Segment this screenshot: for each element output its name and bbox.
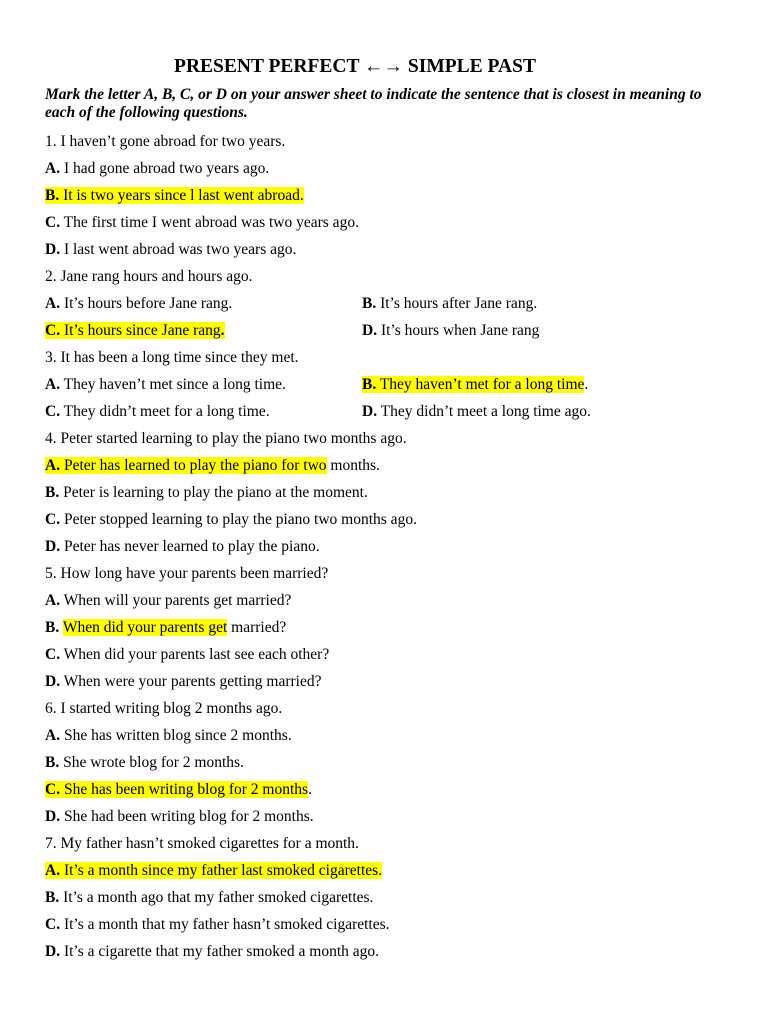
option-letter: B.: [362, 376, 377, 393]
option-text: I last went abroad was two years ago.: [60, 241, 297, 258]
option-line: [45, 209, 725, 236]
option-line: [45, 236, 725, 263]
option-letter: C.: [45, 214, 61, 231]
option-line: [45, 533, 725, 560]
option-line: [45, 479, 725, 506]
highlighted-period: .: [220, 322, 225, 339]
option-letter: A.: [45, 862, 61, 879]
option-text: Peter has never learned to play the piano.: [60, 538, 320, 555]
option-line: [45, 776, 725, 803]
option-letter: C.: [45, 322, 61, 339]
option-letter: B.: [45, 889, 60, 906]
option-text: Peter is learning to play the piano at the moment.: [59, 484, 368, 501]
option-text: It’s a month ago that my father smoked cigarettes.: [59, 889, 374, 906]
option-letter: B.: [45, 187, 60, 204]
option-line: [45, 155, 725, 182]
highlighted-answer: It’s a month since my father last smoked cigarettes.: [60, 862, 383, 879]
question-stem: 2. Jane rang hours and hours ago.: [45, 268, 253, 285]
option-text: When will your parents get married?: [60, 592, 292, 609]
option-line: [45, 614, 725, 641]
option-column-2: [362, 317, 539, 344]
page-title: PRESENT PERFECT ←→ SIMPLE PAST: [174, 56, 536, 77]
option-letter: C.: [45, 916, 61, 933]
instructions: Mark the letter A, B, C, or D on your answer sheet to indicate the sentence that is closest in meaning to each of the following questions.: [45, 86, 702, 121]
option-letter: C.: [45, 511, 61, 528]
option-letter: A.: [45, 727, 61, 744]
option-text: It’s a month that my father hasn’t smoked cigarettes.: [60, 916, 390, 933]
option-letter: D.: [362, 403, 378, 420]
option-line: [45, 290, 725, 317]
question-stem: 6. I started writing blog 2 months ago.: [45, 700, 283, 717]
question-stem: 4. Peter started learning to play the piano two months ago.: [45, 430, 407, 447]
option-text: .: [308, 781, 312, 798]
question-stem: 3. It has been a long time since they met.: [45, 349, 299, 366]
option-letter: B.: [45, 619, 60, 636]
option-letter: A.: [45, 592, 61, 609]
option-text: It’s a cigarette that my father smoked a month ago.: [60, 943, 380, 960]
option-text: It’s hours before Jane rang.: [60, 295, 233, 312]
option-letter: C.: [45, 403, 61, 420]
option-letter: D.: [362, 322, 378, 339]
option-letter: A.: [45, 457, 61, 474]
highlighted-answer: They haven’t met for a long time: [376, 376, 585, 393]
highlighted-answer: It’s hours since Jane rang: [60, 322, 221, 339]
option-line: [45, 371, 725, 398]
highlighted-answer: When did your parents get: [62, 619, 228, 636]
option-column-2: [362, 371, 588, 398]
option-column-2: [362, 398, 591, 425]
option-letter: A.: [45, 376, 61, 393]
option-line: [45, 884, 725, 911]
option-line: [45, 911, 725, 938]
option-letter: D.: [45, 538, 61, 555]
option-line: [45, 398, 725, 425]
option-line: [45, 317, 725, 344]
option-letter: A.: [45, 295, 61, 312]
option-text: It’s hours when Jane rang: [377, 322, 540, 339]
option-text: They haven’t met since a long time.: [60, 376, 286, 393]
option-line: [45, 938, 725, 965]
option-letter: A.: [45, 160, 61, 177]
option-text: months.: [326, 457, 380, 474]
option-line: [45, 452, 725, 479]
option-text: The first time I went abroad was two years ago.: [60, 214, 359, 231]
highlighted-answer: It is two years since l last went abroad.: [59, 187, 304, 204]
option-line: [45, 641, 725, 668]
worksheet: [45, 54, 725, 965]
option-text: When did your parents last see each other?: [60, 646, 330, 663]
option-letter: D.: [45, 808, 61, 825]
option-line: [45, 182, 725, 209]
option-column-2: [362, 290, 537, 317]
option-text: They didn’t meet for a long time.: [60, 403, 270, 420]
option-letter: D.: [45, 241, 61, 258]
option-letter: D.: [45, 943, 61, 960]
question-stem: 5. How long have your parents been married?: [45, 565, 329, 582]
option-text: She has written blog since 2 months.: [60, 727, 292, 744]
option-letter: B.: [362, 295, 377, 312]
option-line: [45, 506, 725, 533]
option-letter: C.: [45, 646, 61, 663]
option-text: When were your parents getting married?: [60, 673, 322, 690]
option-text: They didn’t meet a long time ago.: [377, 403, 591, 420]
option-text: .: [584, 376, 589, 393]
option-text: She had been writing blog for 2 months.: [60, 808, 314, 825]
option-text: I had gone abroad two years ago.: [60, 160, 270, 177]
option-text: It’s hours after Jane rang.: [376, 295, 538, 312]
option-letter: B.: [45, 484, 60, 501]
highlighted-answer: She has been writing blog for 2 months: [60, 781, 309, 798]
option-line: [45, 587, 725, 614]
question-stem: 1. I haven’t gone abroad for two years.: [45, 133, 286, 150]
option-text: She wrote blog for 2 months.: [59, 754, 244, 771]
option-line: [45, 749, 725, 776]
option-letter: D.: [45, 673, 61, 690]
question-stem: 7. My father hasn’t smoked cigarettes for a month.: [45, 835, 359, 852]
option-line: [45, 668, 725, 695]
option-line: [45, 803, 725, 830]
highlighted-answer: Peter has learned to play the piano for two: [60, 457, 327, 474]
option-letter: B.: [45, 754, 60, 771]
option-text: married?: [227, 619, 287, 636]
option-text: Peter stopped learning to play the piano two months ago.: [60, 511, 417, 528]
option-line: [45, 857, 725, 884]
option-letter: C.: [45, 781, 61, 798]
option-line: [45, 722, 725, 749]
